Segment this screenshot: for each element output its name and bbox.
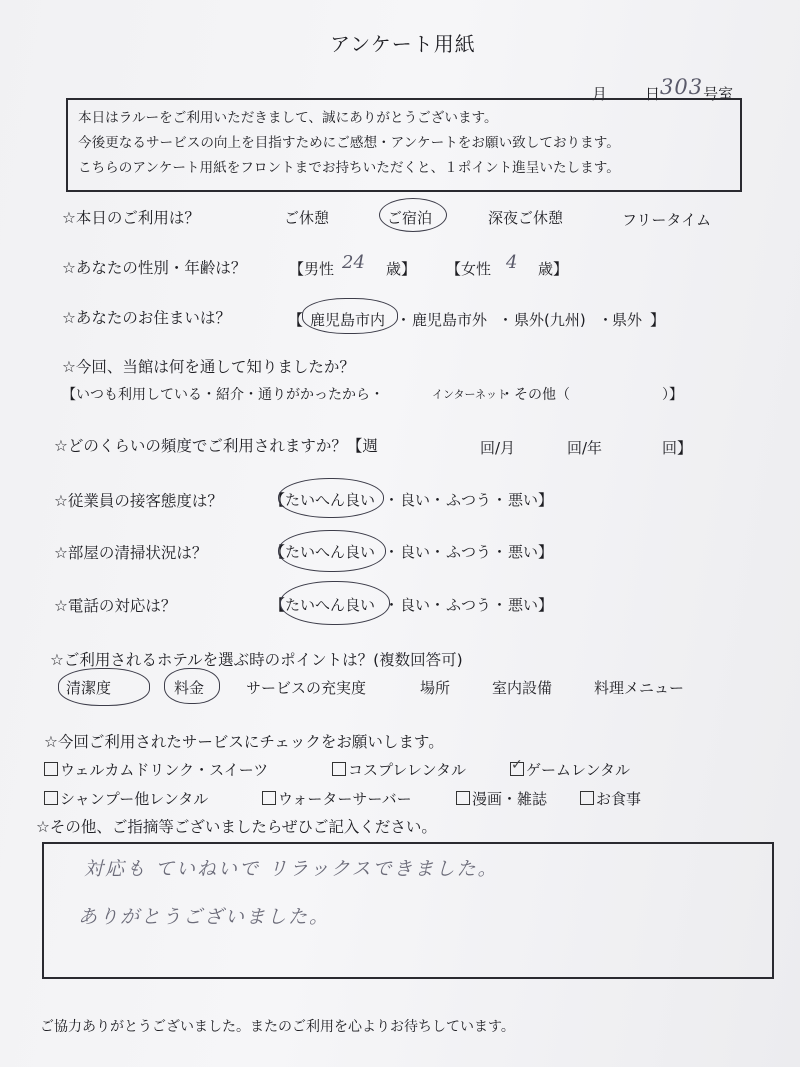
- question-points: ☆ご利用されるホテルを選ぶ時のポイントは？(複数回答可): [50, 651, 463, 669]
- selection-circle: [58, 668, 150, 706]
- residence-open-bracket: 【: [288, 311, 304, 329]
- room-option-good[interactable]: 良い: [400, 543, 431, 561]
- day-label: 日: [645, 85, 661, 103]
- separator-dot: ・: [492, 596, 508, 614]
- separator-dot: ・: [430, 491, 446, 509]
- question-gender-age: ☆あなたの性別・年齢は？: [62, 259, 247, 277]
- staff-option-good[interactable]: 良い: [400, 491, 431, 509]
- selection-circle: [280, 581, 390, 625]
- male-age-handwritten[interactable]: 24: [342, 252, 365, 273]
- service-water-server[interactable]: [262, 788, 412, 809]
- comment-box[interactable]: [42, 842, 774, 979]
- selection-circle: [164, 668, 220, 704]
- service-shampoo[interactable]: [44, 788, 208, 809]
- checkbox[interactable]: [44, 791, 58, 805]
- footer-thanks: ご協力ありがとうございました。またのご利用を心よりお待ちしています。: [40, 1019, 515, 1035]
- comment-line-2: ありがとうございました。: [78, 906, 331, 928]
- frequency-close: 回】: [662, 439, 693, 457]
- source-options-line: 【いつも利用している・紹介・通りがかったから・: [62, 387, 384, 403]
- phone-option-bad[interactable]: 悪い】: [508, 596, 554, 614]
- separator-dot: ・: [430, 543, 446, 561]
- service-meal[interactable]: [580, 788, 641, 809]
- checkbox-checked[interactable]: [510, 762, 524, 776]
- residence-option-outside-city[interactable]: 鹿児島市外: [412, 311, 488, 329]
- room-option-bad[interactable]: 悪い】: [508, 543, 554, 561]
- service-label: ゲームレンタル: [526, 761, 631, 779]
- comment-line-1: 対応も ていねいで リラックスできました。: [84, 858, 499, 880]
- points-option-food-menu[interactable]: 料理メニュー: [594, 679, 685, 697]
- service-label: シャンプー他レンタル: [60, 790, 209, 808]
- question-frequency: ☆どのくらいの頻度でご利用されますか？【週: [54, 437, 378, 455]
- phone-option-very-good[interactable]: 【たいへん良い: [270, 596, 376, 614]
- female-label: 【女性: [446, 260, 492, 278]
- question-phone: ☆電話の対応は？: [54, 597, 177, 615]
- service-label: ウェルカムドリンク・スイーツ: [60, 761, 269, 779]
- checkbox[interactable]: [332, 762, 346, 776]
- service-game-rental[interactable]: [510, 759, 630, 780]
- staff-option-bad[interactable]: 悪い】: [508, 491, 554, 509]
- question-source: ☆今回、当館は何を通して知りましたか？: [62, 358, 355, 376]
- residence-close-bracket: 】: [650, 311, 666, 329]
- points-option-price[interactable]: 料金: [174, 679, 205, 697]
- female-suffix: 歳】: [538, 260, 569, 278]
- service-cosplay[interactable]: [332, 759, 466, 780]
- question-room: ☆部屋の清掃状況は？: [54, 544, 208, 562]
- separator-dot: ・: [492, 491, 508, 509]
- source-option-internet[interactable]: インターネット: [432, 388, 509, 401]
- staff-option-very-good[interactable]: 【たいへん良い: [270, 491, 376, 509]
- separator-dot: ・: [498, 311, 514, 329]
- source-close-bracket: ）】: [662, 387, 683, 403]
- intro-box: [66, 98, 742, 192]
- points-option-facilities[interactable]: 室内設備: [492, 679, 553, 697]
- month-label: 月: [592, 85, 608, 103]
- service-label: お食事: [596, 790, 642, 808]
- separator-dot: ・: [598, 311, 614, 329]
- question-services: ☆今回ご利用されたサービスにチェックをお願いします。: [44, 733, 444, 751]
- checkbox[interactable]: [580, 791, 594, 805]
- separator-dot: ・: [384, 543, 400, 561]
- usage-option-stay[interactable]: ご宿泊: [387, 209, 433, 227]
- checkbox[interactable]: [44, 762, 58, 776]
- service-label: ウォーターサーバー: [278, 790, 412, 808]
- separator-dot: ・: [430, 596, 446, 614]
- room-number-handwritten[interactable]: 303: [660, 75, 704, 99]
- question-staff: ☆従業員の接客態度は？: [54, 492, 223, 510]
- frequency-per-year[interactable]: 回/年: [567, 439, 603, 457]
- service-label: 漫画・雑誌: [472, 790, 548, 808]
- intro-line-3: こちらのアンケート用紙をフロントまでお持ちいただくと、１ポイント進呈いたします。: [78, 160, 620, 176]
- phone-option-normal[interactable]: ふつう: [446, 596, 492, 614]
- service-welcome-drink[interactable]: [44, 759, 268, 780]
- selection-circle: [302, 298, 398, 334]
- residence-option-outside[interactable]: 県外: [612, 311, 643, 329]
- intro-line-2: 今後更なるサービスの向上を目指すためにご感想・アンケートをお願い致しております。: [78, 135, 620, 151]
- usage-option-free-time[interactable]: フリータイム: [622, 211, 712, 229]
- room-suffix: 号室: [703, 85, 734, 103]
- form-title: アンケート用紙: [330, 32, 476, 56]
- residence-option-city[interactable]: 鹿児島市内: [310, 311, 386, 329]
- service-manga[interactable]: [456, 788, 547, 809]
- staff-option-normal[interactable]: ふつう: [446, 491, 492, 509]
- usage-option-rest[interactable]: ご休憩: [284, 209, 330, 227]
- source-option-other[interactable]: ・その他（: [500, 387, 570, 403]
- separator-dot: ・: [384, 491, 400, 509]
- male-suffix: 歳】: [386, 260, 417, 278]
- male-label: 【男性: [289, 260, 335, 278]
- female-age-handwritten[interactable]: 4: [506, 252, 518, 273]
- question-comments: ☆その他、ご指摘等ございましたらぜひご記入ください。: [36, 818, 437, 836]
- frequency-per-month[interactable]: 回/月: [480, 439, 516, 457]
- phone-option-good[interactable]: 良い: [400, 596, 431, 614]
- usage-option-late-rest[interactable]: 深夜ご休憩: [488, 209, 564, 227]
- intro-line-1: 本日はラルーをご利用いただきまして、誠にありがとうございます。: [78, 110, 498, 126]
- points-option-service[interactable]: サービスの充実度: [246, 679, 367, 697]
- checkbox[interactable]: [262, 791, 276, 805]
- points-option-cleanliness[interactable]: 清潔度: [66, 679, 112, 697]
- room-option-normal[interactable]: ふつう: [446, 543, 492, 561]
- separator-dot: ・: [384, 596, 400, 614]
- checkbox[interactable]: [456, 791, 470, 805]
- points-option-location[interactable]: 場所: [420, 679, 451, 697]
- question-usage: ☆本日のご利用は？: [62, 209, 200, 227]
- selection-circle: [379, 198, 447, 232]
- selection-circle: [278, 530, 386, 572]
- residence-option-kyushu[interactable]: 県外(九州): [514, 311, 586, 329]
- room-option-very-good[interactable]: 【たいへん良い: [270, 543, 376, 561]
- service-label: コスプレレンタル: [348, 761, 467, 779]
- separator-dot: ・: [396, 311, 412, 329]
- question-residence: ☆あなたのお住まいは？: [62, 309, 231, 327]
- separator-dot: ・: [492, 543, 508, 561]
- selection-circle: [278, 478, 384, 518]
